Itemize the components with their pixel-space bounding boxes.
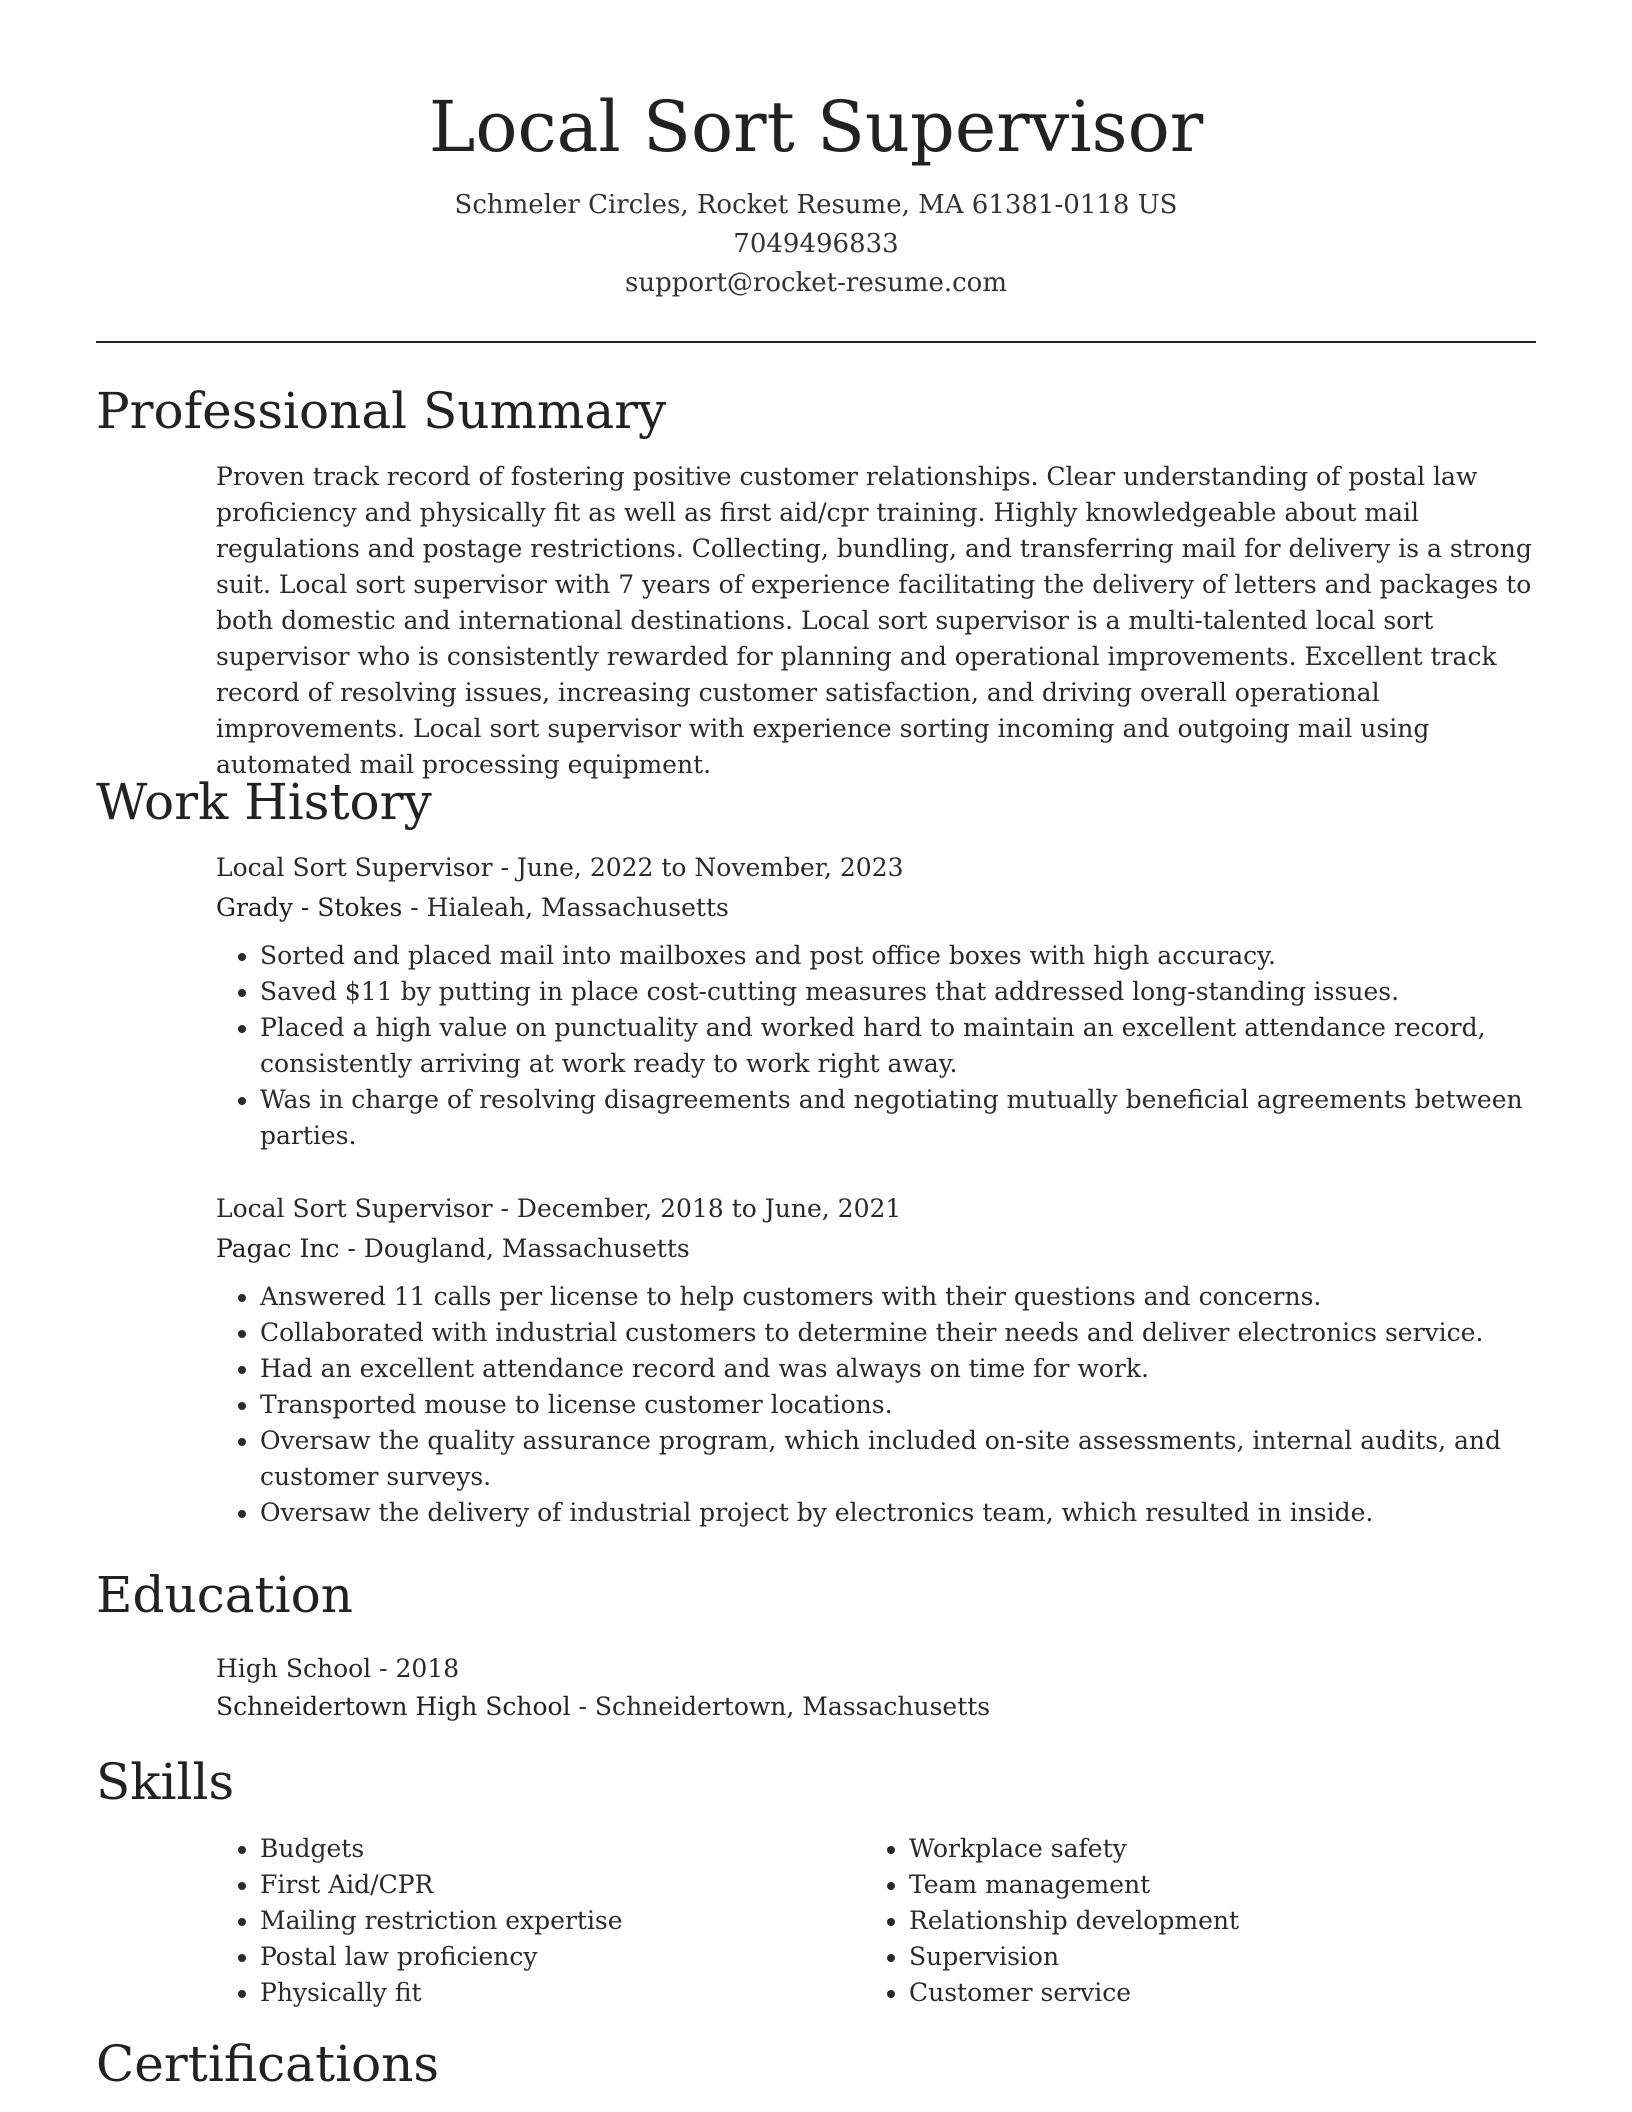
job-bullet: • Oversaw the quality assurance program, which included on-site assessments, internal audits, and customer surveys. bbox=[260, 1423, 1536, 1495]
job-dates: - June, 2022 to November, 2023 bbox=[492, 853, 904, 882]
phone: 7049496833 bbox=[733, 229, 899, 259]
education-location: - Schneidertown, Massachusetts bbox=[570, 1692, 991, 1721]
summary-block bbox=[216, 459, 1536, 783]
job-bullet: • Answered 11 calls per license to help customers with their questions and concerns. bbox=[260, 1279, 1536, 1315]
skills-list bbox=[216, 1831, 1536, 2011]
job-title-line bbox=[216, 1189, 1536, 1229]
certifications-heading: Certifications bbox=[96, 2035, 440, 2093]
skill-item: • Budgets bbox=[260, 1831, 865, 1867]
skill-item: • First Aid/CPR bbox=[260, 1867, 865, 1903]
job-entry bbox=[216, 848, 1536, 1154]
summary-heading: Professional Summary bbox=[96, 382, 667, 440]
job-bullets bbox=[216, 938, 1536, 1154]
job-company-line bbox=[216, 888, 1536, 928]
skill-item: • Physically fit bbox=[260, 1975, 865, 2011]
job-company: Pagac Inc bbox=[216, 1234, 340, 1263]
education-degree-line bbox=[216, 1650, 1536, 1688]
address: Schmeler Circles, Rocket Resume, MA 61381-0118 US bbox=[454, 190, 1178, 220]
job-location: - Hialeah, Massachusetts bbox=[402, 893, 729, 922]
job-title-line bbox=[216, 848, 1536, 888]
job-role: Local Sort Supervisor bbox=[216, 1194, 493, 1223]
job-entry bbox=[216, 1189, 1536, 1531]
job-bullet: • Collaborated with industrial customers to determine their needs and deliver electronics service. bbox=[260, 1315, 1536, 1351]
education-heading: Education bbox=[96, 1566, 353, 1624]
skill-item: • Relationship development bbox=[909, 1903, 1469, 1939]
skill-item: • Postal law proficiency bbox=[260, 1939, 865, 1975]
job-dates: - December, 2018 to June, 2021 bbox=[492, 1194, 902, 1223]
skill-item: • Mailing restriction expertise bbox=[260, 1903, 865, 1939]
education-degree: High School bbox=[216, 1654, 372, 1683]
job-bullet: • Placed a high value on punctuality and worked hard to maintain an excellent attendance record, consistently arriving at work ready to work right away. bbox=[260, 1010, 1536, 1082]
job-bullet: • Oversaw the delivery of industrial project by electronics team, which resulted in inside. bbox=[260, 1495, 1536, 1531]
job-company: Grady - Stokes bbox=[216, 893, 403, 922]
education-entry bbox=[216, 1650, 1536, 1726]
resume-header bbox=[0, 82, 1632, 303]
job-company-line bbox=[216, 1229, 1536, 1269]
contact-info bbox=[0, 186, 1632, 303]
job-bullets bbox=[216, 1279, 1536, 1531]
email: support@rocket-resume.com bbox=[624, 268, 1007, 298]
work-history-heading: Work History bbox=[96, 773, 432, 831]
resume-name: Local Sort Supervisor bbox=[428, 86, 1204, 168]
skills-heading: Skills bbox=[96, 1753, 235, 1811]
education-school-line bbox=[216, 1688, 1536, 1726]
skills-column-left bbox=[216, 1831, 865, 2011]
job-role: Local Sort Supervisor bbox=[216, 853, 493, 882]
header-divider bbox=[96, 341, 1536, 343]
job-bullet: • Sorted and placed mail into mailboxes and post office boxes with high accuracy. bbox=[260, 938, 1536, 974]
skills-column-right bbox=[865, 1831, 1469, 2011]
education-year: - 2018 bbox=[371, 1654, 460, 1683]
skill-item: • Team management bbox=[909, 1867, 1469, 1903]
job-bullet: • Saved $11 by putting in place cost-cutting measures that addressed long-standing issues. bbox=[260, 974, 1536, 1010]
job-bullet: • Had an excellent attendance record and was always on time for work. bbox=[260, 1351, 1536, 1387]
job-bullet: • Transported mouse to license customer locations. bbox=[260, 1387, 1536, 1423]
summary-text: Proven track record of fostering positive customer relationships. Clear understanding of postal law proficiency and physically fit as well as first aid/cpr training. Highly knowledgeable about mail regulations and postage restrictions. Collecting, bundling, and transferring mail for delivery is a strong suit. Local sort supervisor with 7 years of experience facilitating the delivery of letters and packages to both domestic and international destinations. Local sort supervisor is a multi-talented local sort supervisor who is consistently rewarded for planning and operational improvements. Excellent track record of resolving issues, increasing customer satisfaction, and driving overall operational improvements. Local sort supervisor with experience sorting incoming and outgoing mail using automated mail processing equipment. bbox=[216, 462, 1532, 779]
job-location: - Dougland, Massachusetts bbox=[339, 1234, 690, 1263]
skill-item: • Customer service bbox=[909, 1975, 1469, 2011]
skill-item: • Workplace safety bbox=[909, 1831, 1469, 1867]
skill-item: • Supervision bbox=[909, 1939, 1469, 1975]
education-school: Schneidertown High School bbox=[216, 1692, 571, 1721]
job-bullet: • Was in charge of resolving disagreements and negotiating mutually beneficial agreements between parties. bbox=[260, 1082, 1536, 1154]
